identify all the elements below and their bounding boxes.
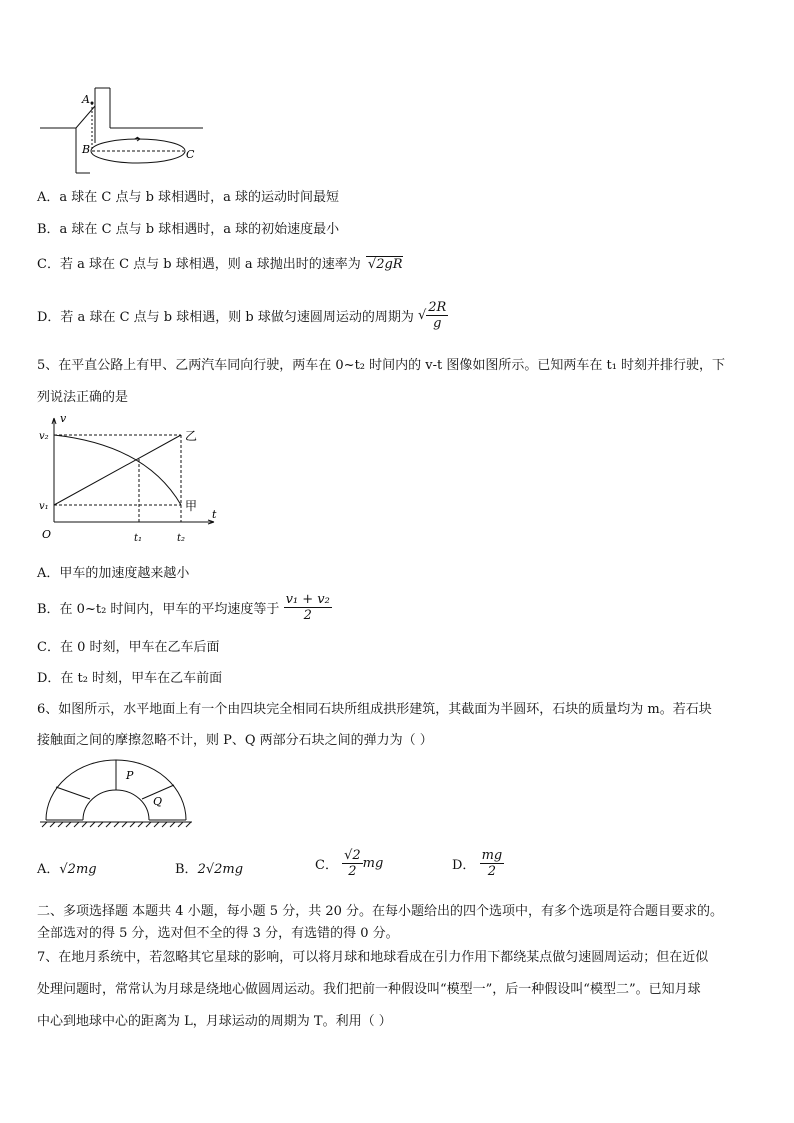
q6-option-c-label: C． — [315, 858, 338, 873]
q4-option-d-num: 2R — [428, 300, 447, 315]
q4-option-d-math: √ $\frac{2R}{g}$ — [417, 300, 447, 331]
section2-line2: 全部选对的得 5 分，选对但不全的得 3 分，有选错的得 0 分。 — [37, 926, 399, 941]
q4-option-a: A．a 球在 C 点与 b 球相遇时，a 球的运动时间最短 — [37, 190, 339, 205]
q5-option-d: D．在 t₂ 时刻，甲车在乙车前面 — [37, 671, 223, 686]
q6-stem-line2: 接触面之间的摩擦忽略不计，则 P、Q 两部分石块之间的弹力为（ ） — [37, 733, 433, 748]
q4-option-d-den: g — [433, 316, 442, 331]
q6-option-d-num: mg — [481, 848, 503, 863]
origin-label: O — [42, 528, 52, 541]
q4-option-d — [37, 300, 448, 331]
q6-option-d-frac — [480, 848, 505, 879]
q5-stem-line1: 5、在平直公路上有甲、乙两汽车同向行驶，两车在 0~t₂ 时间内的 v-t 图像如图所示。已知两车在 t₁ 时刻并排行驶，下 — [37, 358, 726, 373]
q6-option-d-label: D． — [452, 858, 476, 873]
q6-option-a — [37, 858, 97, 877]
q4-option-c-text: C．若 a 球在 C 点与 b 球相遇，则 a 球抛出时的速率为 — [37, 257, 361, 272]
q6-option-a-expr: √2mg — [59, 862, 97, 877]
label-b: B — [82, 143, 91, 156]
q6-option-d-den: 2 — [487, 864, 497, 879]
q6-stem-line1: 6、如图所示，水平地面上有一个由四块完全相同石块所组成拱形建筑，其截面为半圆环，石块的质量均为 m。若石块 — [37, 702, 712, 717]
q5-option-a: A．甲车的加速度越来越小 — [37, 566, 190, 581]
q5-option-b-den: 2 — [303, 608, 312, 623]
q5-option-b-text: B．在 0~t₂ 时间内，甲车的平均速度等于 — [37, 602, 280, 617]
q5-option-c: C．在 0 时刻，甲车在乙车后面 — [37, 640, 220, 655]
q6-option-c-num: √2 — [344, 848, 361, 863]
q4-option-c-expr: 2gR — [376, 257, 403, 272]
v2-label: v₂ — [39, 431, 49, 442]
axis-t-label: t — [212, 508, 217, 521]
v1-label: v₁ — [39, 501, 49, 512]
q5-option-b-frac — [284, 592, 332, 623]
q6-option-c-frac — [342, 848, 363, 879]
yi-label: 乙 — [185, 429, 198, 443]
q6-option-c-tail: mg — [362, 856, 384, 871]
q5-option-b-num: v₁ + v₂ — [285, 592, 330, 607]
q6-option-c-den: 2 — [348, 864, 357, 879]
q4-option-c-math: √2gR — [367, 257, 403, 272]
label-p: P — [126, 769, 134, 782]
label-a: A — [82, 93, 90, 106]
t2-label: t₂ — [177, 533, 186, 544]
q6-option-d — [452, 848, 504, 879]
t1-label: t₁ — [134, 533, 143, 544]
label-q: Q — [153, 795, 163, 808]
q7-line2: 处理问题时，常常认为月球是绕地心做圆周运动。我们把前一种假设叫“模型一”，后一种假设叫“模型二”。已知月球 — [37, 982, 701, 997]
label-c: C — [186, 148, 195, 161]
q6-option-b-expr: 2√2mg — [197, 862, 244, 877]
q6-arch-figure — [38, 755, 198, 830]
q6-option-a-label: A． — [37, 862, 60, 877]
q7-line1: 7、在地月系统中，若忽略其它星球的影响，可以将月球和地球看成在引力作用下都绕某点做匀速圆周运动；但在近似 — [37, 950, 709, 965]
axis-v-label: v — [60, 412, 67, 425]
q5-option-b — [37, 592, 332, 623]
section2-line1: 二、多项选择题 本题共 4 小题，每小题 5 分，共 20 分。在每小题给出的四个选项中，有多个选项是符合题目要求的。 — [37, 904, 724, 919]
q4-option-d-text: D．若 a 球在 C 点与 b 球相遇，则 b 球做匀速圆周运动的周期为 — [37, 310, 414, 325]
q6-option-b-label: B． — [175, 862, 198, 877]
jia-label: 甲 — [185, 499, 198, 513]
q4-figure — [38, 78, 208, 178]
q7-line3: 中心到地球中心的距离为 L，月球运动的周期为 T。利用（ ） — [37, 1014, 392, 1029]
q4-option-b: B．a 球在 C 点与 b 球相遇时，a 球的初始速度最小 — [37, 222, 340, 237]
q5-stem-line2: 列说法正确的是 — [37, 390, 129, 405]
q5-vt-graph — [36, 410, 226, 550]
q6-option-b — [175, 858, 243, 877]
q6-option-c — [315, 848, 383, 879]
q4-option-c — [37, 253, 403, 272]
